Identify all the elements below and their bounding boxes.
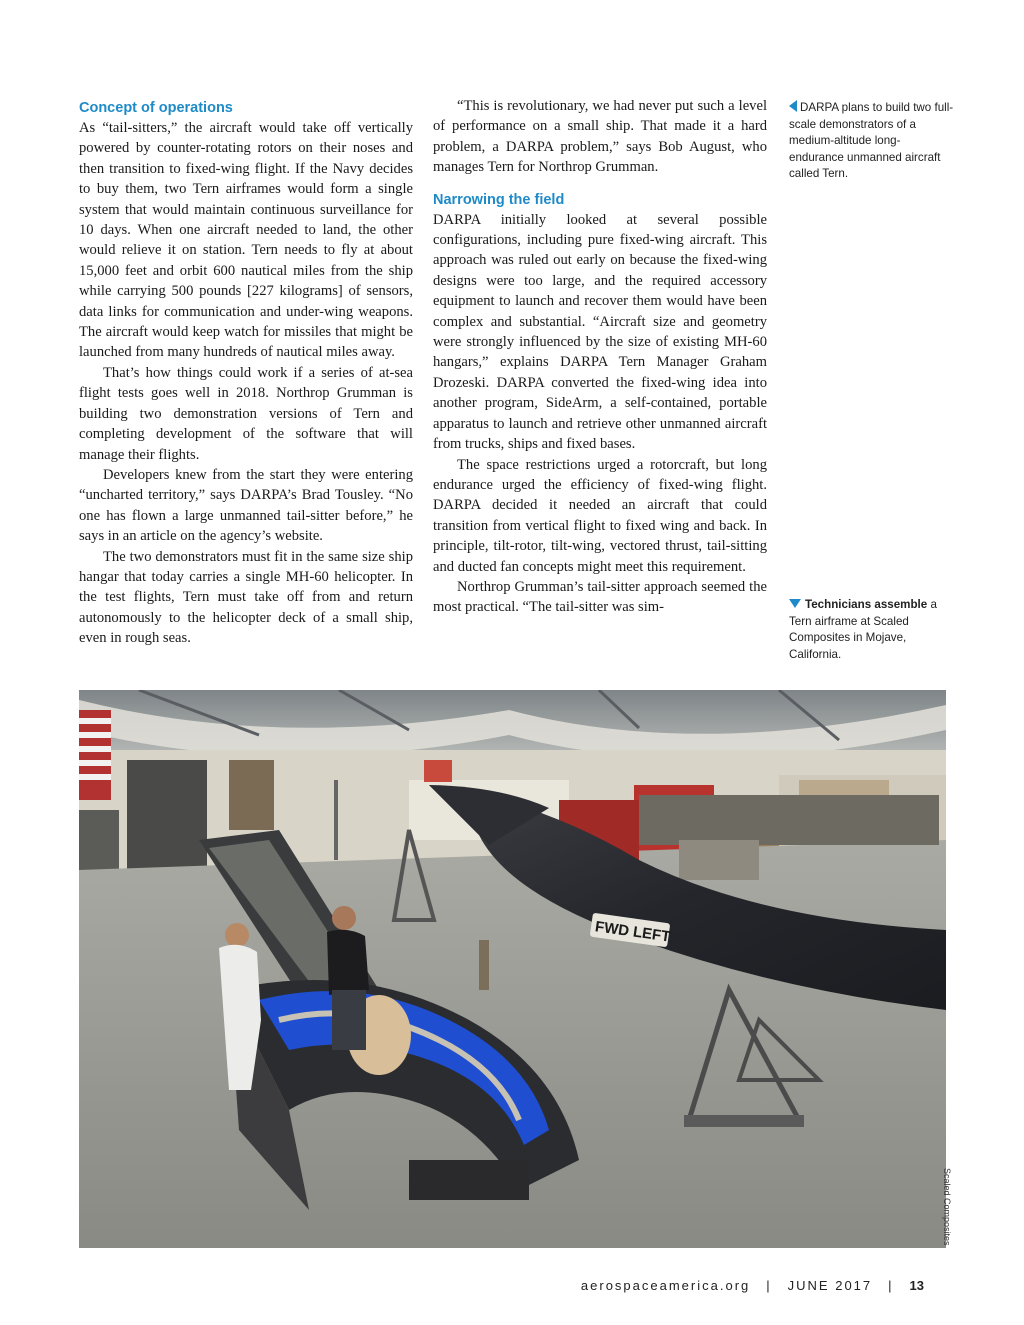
triangle-down-icon: [789, 599, 801, 608]
caption-top: [789, 100, 954, 183]
wing-label: FWD LEFT: [593, 918, 672, 946]
article-column-2: [433, 96, 767, 618]
section-heading-concept: Concept of operations: [79, 100, 233, 116]
caption-text: DARPA plans to build two full-scale demonstrators of a medium-altitude long-endurance unmanned aircraft called Tern.: [789, 101, 954, 181]
paragraph: Northrop Grumman’s tail-sitter approach seemed the most practical. “The tail-sitter was sim-: [433, 578, 767, 616]
paragraph: That’s how things could work if a series of at-sea flight tests goes well in 2018. Northrop Grumman is building two demonstration versions of Tern and completing development of the software that will manage their flights.: [79, 364, 413, 463]
paragraph: “This is revolutionary, we had never put such a level of performance on a small ship. That made it a hard problem, a DARPA problem,” says Bob August, who manages Tern for Northrop Grumman.: [433, 98, 767, 176]
footer-separator: |: [766, 1278, 772, 1293]
hangar-photo: [79, 690, 946, 1248]
article-column-1: [79, 96, 413, 649]
page-footer: [581, 1278, 924, 1293]
paragraph: As “tail-sitters,” the aircraft would take off vertically powered by counter-rotating rotors on their noses and then transition to fixed-wing flight. If the Navy decides to buy them, two Tern airframes would form a single system that would maintain continuous surveillance for 10 days. When one aircraft needed to land, the other would relieve it on station. Tern needs to fly at about 15,000 feet and orbit 600 nautical miles from the ship while carrying 500 pounds [227 kilograms] of sensors, data links for communication and under-wing weapons. The aircraft would keep watch for missiles that might be launched from many hundreds of nautical miles away.: [79, 120, 413, 361]
paragraph: The space restrictions urged a rotorcraft, but long endurance urged the efficiency of fixed-wing flight. DARPA decided it needed an aircraft that could transition from vertical flight to fixed wing and back. In principle, tilt-rotor, tilt-wing, vectored thrust, tail-sitting and ducted fan concepts might meet this requirement.: [433, 456, 767, 575]
photo-credit: Scaled Composites: [942, 1168, 952, 1246]
paragraph: The two demonstrators must fit in the same size ship hangar that today carries a single MH-60 helicopter. In the test flights, Tern must take off from and return autonomously to the helicopter deck of a small ship, even in rough seas.: [79, 548, 413, 647]
section-heading-narrowing: Narrowing the field: [433, 191, 565, 208]
footer-separator: |: [888, 1278, 894, 1293]
caption-lead: Technicians assemble: [805, 598, 928, 611]
paragraph: Developers knew from the start they were entering “uncharted territory,” says DARPA’s Brad Tousley. “No one has flown a large unmanned tail-sitter before,” he says in an article on the agency’s website.: [79, 466, 413, 545]
page-number: 13: [909, 1278, 924, 1293]
caption-bottom: [789, 597, 954, 663]
paragraph: DARPA initially looked at several possible configurations, including pure fixed-wing aircraft. This approach was ruled out early on because the fixed-wing designs were too large, and the required accessory equipment to launch and recover them would have been complex and substantial. “Aircraft size and geometry were strongly influenced by the size of existing MH-60 hangars,” explains DARPA Tern Manager Graham Drozeski. DARPA converted the fixed-wing idea into another program, SideArm, a self-contained, portable apparatus to launch and retrieve other unmanned aircraft from trucks, ships and fixed bases.: [433, 211, 767, 453]
footer-site: aerospaceamerica.org: [580, 1278, 751, 1293]
caption-text: a Tern airframe at Scaled Composites in Mojave, California.: [789, 598, 937, 661]
triangle-left-icon: [789, 100, 797, 112]
footer-issue: JUNE 2017: [787, 1278, 873, 1293]
photo-illustration: [79, 690, 946, 1248]
